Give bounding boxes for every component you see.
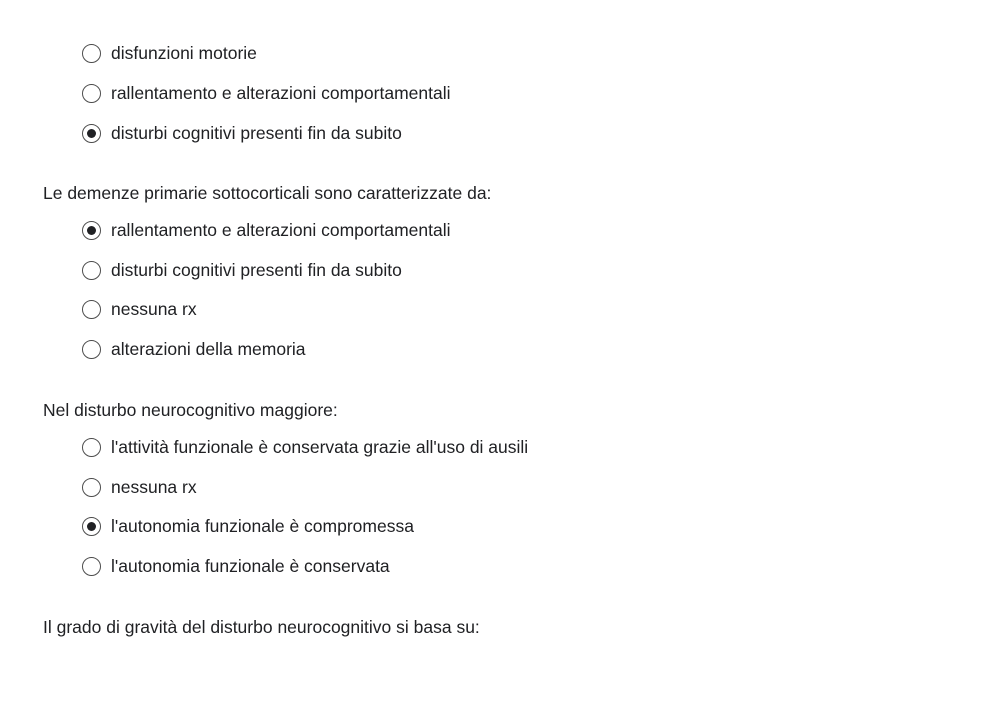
- question-text: Nel disturbo neurocognitivo maggiore:: [43, 400, 338, 420]
- option-label: l'attività funzionale è conservata grazie all'uso di ausili: [111, 437, 529, 457]
- option-label: l'autonomia funzionale è compromessa: [111, 516, 414, 536]
- radio-selected-dot: [87, 226, 96, 235]
- radio-button[interactable]: [82, 44, 101, 63]
- radio-button[interactable]: [82, 84, 101, 103]
- radio-selected-dot: [87, 129, 96, 138]
- radio-option[interactable]: [82, 514, 414, 538]
- radio-button[interactable]: [82, 517, 101, 536]
- question-text: Il grado di gravità del disturbo neurocognitivo si basa su:: [43, 617, 480, 637]
- radio-button[interactable]: [82, 300, 101, 319]
- radio-button[interactable]: [82, 221, 101, 240]
- option-label: alterazioni della memoria: [111, 339, 306, 359]
- option-label: l'autonomia funzionale è conservata: [111, 556, 390, 576]
- radio-option[interactable]: [82, 258, 402, 282]
- radio-button[interactable]: [82, 438, 101, 457]
- radio-option[interactable]: [82, 435, 528, 459]
- question-text: Le demenze primarie sottocorticali sono caratterizzate da:: [43, 183, 492, 203]
- radio-option[interactable]: [82, 554, 390, 578]
- radio-button[interactable]: [82, 478, 101, 497]
- option-label: disturbi cognitivi presenti fin da subito: [111, 260, 402, 280]
- radio-option[interactable]: [82, 297, 197, 321]
- radio-option[interactable]: [82, 41, 257, 65]
- option-label: nessuna rx: [111, 299, 197, 319]
- radio-option[interactable]: [82, 121, 402, 145]
- radio-option[interactable]: [82, 218, 450, 242]
- radio-button[interactable]: [82, 124, 101, 143]
- radio-button[interactable]: [82, 557, 101, 576]
- radio-option[interactable]: [82, 81, 450, 105]
- radio-option[interactable]: [82, 475, 197, 499]
- option-label: nessuna rx: [111, 477, 197, 497]
- radio-option[interactable]: [82, 337, 306, 361]
- radio-button[interactable]: [82, 340, 101, 359]
- option-label: disturbi cognitivi presenti fin da subito: [111, 123, 402, 143]
- radio-selected-dot: [87, 522, 96, 531]
- option-label: rallentamento e alterazioni comportamentali: [111, 220, 451, 240]
- radio-button[interactable]: [82, 261, 101, 280]
- option-label: rallentamento e alterazioni comportamentali: [111, 83, 451, 103]
- option-label: disfunzioni motorie: [111, 43, 257, 63]
